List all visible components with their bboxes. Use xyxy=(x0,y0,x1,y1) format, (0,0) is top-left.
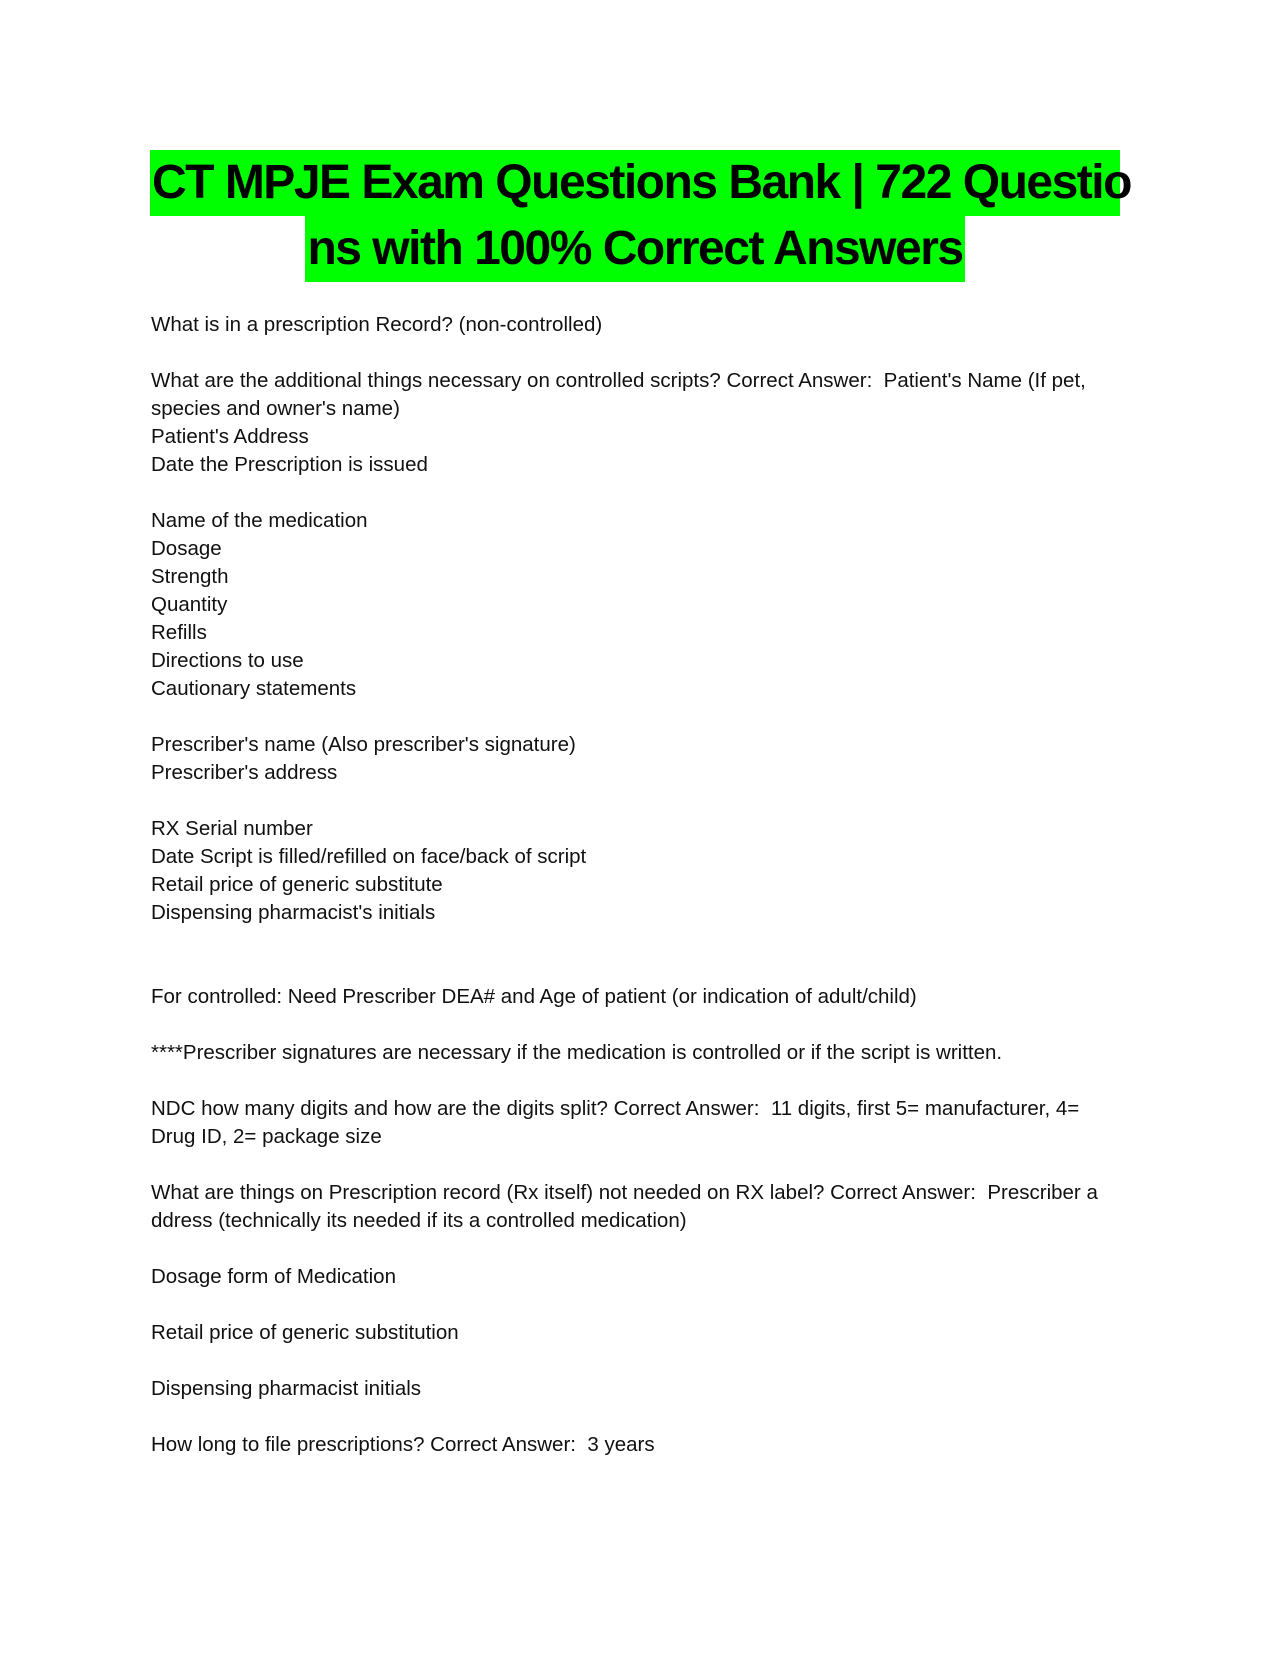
answer-text: For controlled: Need Prescriber DEA# and Age of patient (or indication of adult/child) xyxy=(151,985,917,1008)
answer-text: Dosage form of Medication xyxy=(151,1265,396,1288)
paragraph-gap xyxy=(151,339,1131,367)
document-title xyxy=(150,150,1131,282)
question-text: What is in a prescription Record? (non-controlled) xyxy=(151,313,603,336)
paragraph-gap xyxy=(151,703,1131,731)
answer-text: Prescriber's name (Also prescriber's signature) xyxy=(151,733,576,756)
answer-text: Retail price of generic substitute xyxy=(151,873,443,896)
answer-text: Directions to use xyxy=(151,649,304,672)
answer-text: Date the Prescription is issued xyxy=(151,453,428,476)
answer-text: Strength xyxy=(151,565,229,588)
paragraph-gap xyxy=(151,1403,1131,1431)
paragraph-gap xyxy=(151,1151,1131,1179)
paragraph-gap xyxy=(151,1011,1131,1039)
paragraph-gap xyxy=(151,1291,1131,1319)
paragraph-gap xyxy=(151,787,1131,815)
answer-text: Dispensing pharmacist's initials xyxy=(151,901,436,924)
answer-text: Refills xyxy=(151,621,207,644)
note-text: ****Prescriber signatures are necessary if the medication is controlled or if the script is written. xyxy=(151,1041,1003,1064)
answer-text: Retail price of generic substitution xyxy=(151,1321,459,1344)
title-line-2: ns with 100% Correct Answers xyxy=(305,216,964,282)
paragraph-gap xyxy=(151,927,1131,983)
question-text: NDC how many digits and how are the digits split? Correct Answer: 11 digits, first 5= manufacturer, 4= xyxy=(151,1097,1080,1120)
paragraph-gap xyxy=(151,1235,1131,1263)
answer-text: Quantity xyxy=(151,593,228,616)
answer-text: species and owner's name) xyxy=(151,397,400,420)
answer-text: Patient's Address xyxy=(151,425,309,448)
answer-text: Date Script is filled/refilled on face/back of script xyxy=(151,845,587,868)
answer-text: RX Serial number xyxy=(151,817,313,840)
answer-text: Drug ID, 2= package size xyxy=(151,1125,382,1148)
document-body xyxy=(151,311,1131,1459)
title-line-1: CT MPJE Exam Questions Bank | 722 Questio xyxy=(150,150,1120,216)
question-text: What are the additional things necessary on controlled scripts? Correct Answer: Patient's Name (If pet, xyxy=(151,369,1086,392)
question-text: How long to file prescriptions? Correct Answer: 3 years xyxy=(151,1433,655,1456)
answer-text: Cautionary statements xyxy=(151,677,357,700)
paragraph-gap xyxy=(151,1347,1131,1375)
answer-text: Dispensing pharmacist initials xyxy=(151,1377,422,1400)
paragraph-gap xyxy=(151,1067,1131,1095)
paragraph-gap xyxy=(151,479,1131,507)
answer-text: Name of the medication xyxy=(151,509,368,532)
answer-text: Prescriber's address xyxy=(151,761,338,784)
question-text: What are things on Prescription record (Rx itself) not needed on RX label? Correct Answer: Prescriber a xyxy=(151,1181,1098,1204)
answer-text: Dosage xyxy=(151,537,222,560)
answer-text: ddress (technically its needed if its a controlled medication) xyxy=(151,1209,687,1232)
